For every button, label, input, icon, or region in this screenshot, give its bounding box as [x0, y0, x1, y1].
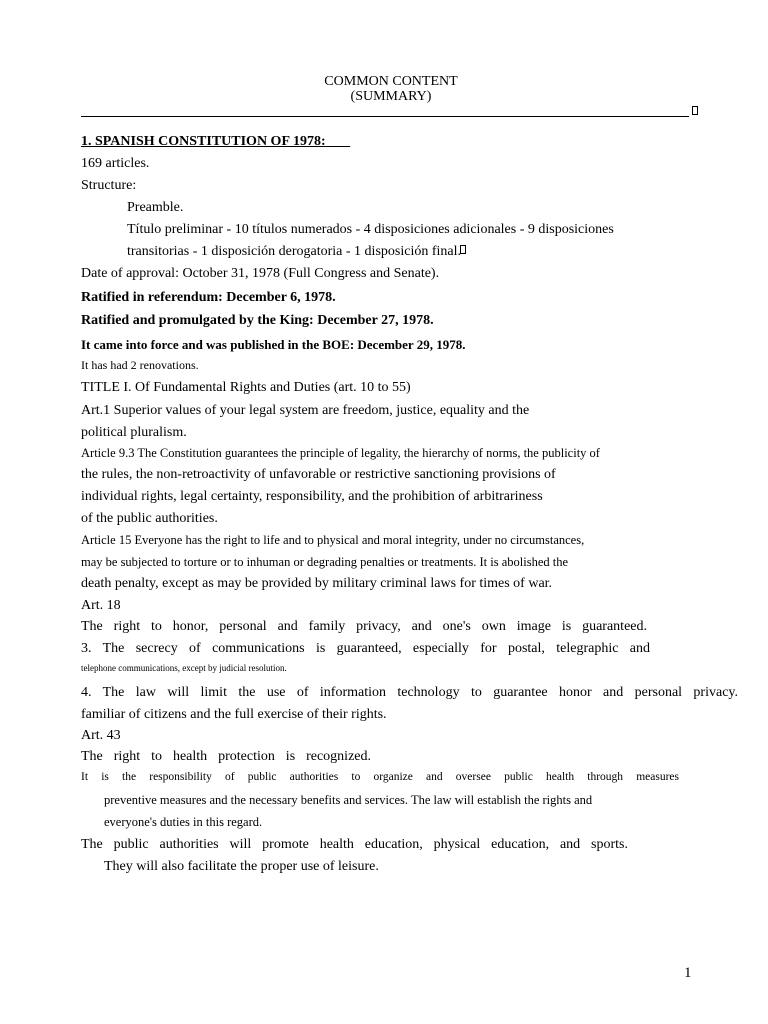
renovations-note: It has had 2 renovations. [81, 358, 199, 372]
document-subtitle: (SUMMARY) [350, 89, 432, 104]
approval-date: Date of approval: October 31, 1978 (Full Congress and Senate). [81, 266, 440, 281]
article-43-paragraph-2-line2: preventive measures and the necessary benefits and services. The law will establish the rights and [104, 793, 593, 807]
article-43-paragraph-2-line3: everyone's duties in this regard. [104, 815, 263, 829]
article-9-3-line2: the rules, the non-retroactivity of unfavorable or restrictive sanctioning provisions of [81, 467, 556, 482]
header-rule [81, 116, 689, 117]
article-43-heading: Art. 43 [81, 728, 121, 743]
article-18-paragraph-4-line2: familiar of citizens and the full exercise of their rights. [81, 707, 387, 722]
article-9-3-line1: Article 9.3 The Constitution guarantees the principle of legality, the hierarchy of norms, the publicity of [81, 446, 600, 460]
in-force-date: It came into force and was published in the BOE: December 29, 1978. [81, 337, 466, 352]
article-43-paragraph-3-line1: The public authorities will promote health education, physical education, and sports. [81, 837, 628, 852]
article-18-paragraph-3-line2: telephone communications, except by judicial resolution. [81, 663, 287, 673]
article-18-paragraph-4-line1: 4. The law will limit the use of information technology to guarantee honor and personal privacy. [81, 685, 738, 700]
structure-titles-line1: Título preliminar - 10 títulos numerados - 4 disposiciones adicionales - 9 disposiciones [127, 222, 614, 237]
article-15-line1: Article 15 Everyone has the right to life and to physical and moral integrity, under no circumstances, [81, 533, 585, 547]
article-1-line2: political pluralism. [81, 425, 187, 440]
structure-titles-line2: transitorias - 1 disposición derogatoria - 1 disposición final. [127, 244, 461, 259]
articles-count: 169 articles. [81, 156, 150, 171]
document-title: COMMON CONTENT [324, 74, 458, 89]
article-43-paragraph-3-line2: They will also facilitate the proper use of leisure. [104, 859, 379, 874]
title-one-heading: TITLE I. Of Fundamental Rights and Duties (art. 10 to 55) [81, 380, 411, 395]
article-18-paragraph-1: The right to honor, personal and family privacy, and one's own image is guaranteed. [81, 619, 647, 634]
article-18-heading: Art. 18 [81, 598, 121, 613]
missing-glyph-icon [460, 245, 466, 254]
article-9-3-line3: individual rights, legal certainty, responsibility, and the prohibition of arbitrariness [81, 489, 543, 504]
article-43-paragraph-2-line1: It is the responsibility of public authorities to organize and oversee public health through measures [81, 771, 679, 783]
structure-preamble: Preamble. [127, 200, 184, 215]
article-15-line3: death penalty, except as may be provided by military criminal laws for times of war. [81, 576, 553, 591]
promulgation-date: Ratified and promulgated by the King: December 27, 1978. [81, 313, 434, 328]
missing-glyph-icon [692, 106, 698, 115]
article-43-paragraph-1: The right to health protection is recognized. [81, 749, 371, 764]
article-18-paragraph-3-line1: 3. The secrecy of communications is guaranteed, especially for postal, telegraphic and [81, 641, 650, 656]
article-15-line2: may be subjected to torture or to inhuman or degrading penalties or treatments. It is abolished the [81, 555, 569, 569]
page-number: 1 [684, 965, 692, 981]
referendum-date: Ratified in referendum: December 6, 1978. [81, 290, 336, 305]
article-9-3-line4: of the public authorities. [81, 511, 218, 526]
section-heading: 1. SPANISH CONSTITUTION OF 1978: [81, 134, 326, 149]
article-1-line1: Art.1 Superior values of your legal system are freedom, justice, equality and the [81, 403, 530, 418]
structure-label: Structure: [81, 178, 137, 193]
